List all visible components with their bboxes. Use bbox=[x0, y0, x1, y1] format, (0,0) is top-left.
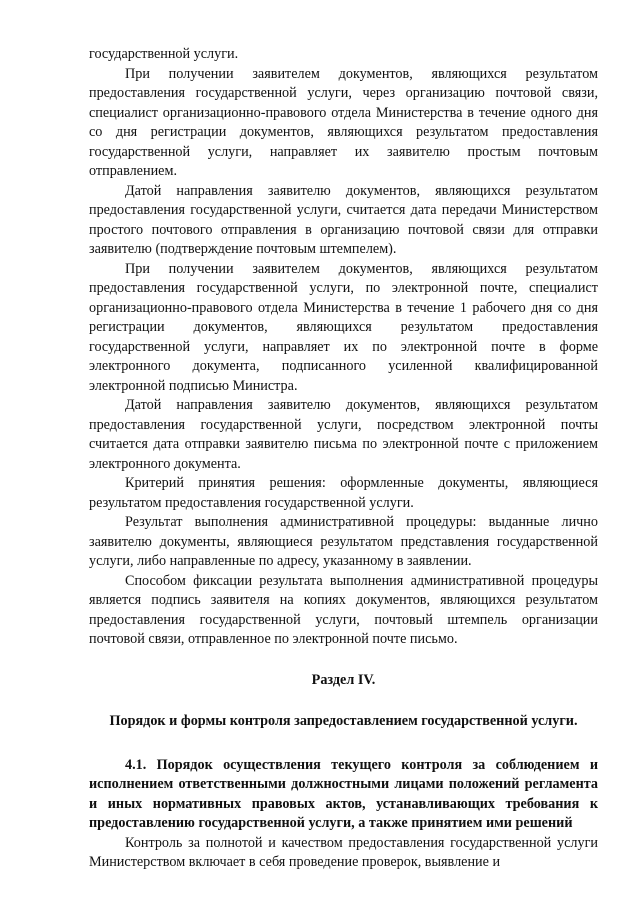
paragraph-continuation: государственной услуги. bbox=[89, 46, 239, 62]
subsection-heading: 4.1. Порядок осуществления текущего контроля за соблюдением и исполнением ответственными должностными лицами положений регламента и иных нормативных правовых актов, устанавливающих требования к предоставлению государственной услуги, а также принятием ими решений bbox=[89, 756, 598, 831]
section-heading: Раздел IV. bbox=[311, 671, 376, 688]
paragraph-control: Контроль за полнотой и качеством предоставления государственной услуги Министерством включает в себя проведение проверок, выявление и bbox=[89, 834, 598, 870]
paragraph-postal-date: Датой направления заявителю документов, являющихся результатом предоставления государственной услуги, считается дата передачи Министерством простого почтового отправления в организацию почтовой связи для отправки заявителю (подтверждение почтовым штемпелем). bbox=[89, 182, 598, 257]
paragraph-email-date: Датой направления заявителю документов, являющихся результатом предоставления государственной услуги, посредством электронной почты считается дата отправки заявителю письма по электронной почте с приложением электронного документа. bbox=[89, 397, 598, 472]
paragraph-postal-delivery: При получении заявителем документов, являющихся результатом предоставления государственной услуги, через организацию почтовой связи, специалист организационно-правового отдела Министерства в течение одного дня со дня регистрации документов, являющихся результатом предоставления государственной услуги, направляет их заявителю простым почтовым отправлением. bbox=[89, 65, 598, 179]
document-body bbox=[89, 45, 598, 873]
paragraph-decision-criterion: Критерий принятия решения: оформленные документы, являющиеся результатом предоставления государственной услуги. bbox=[89, 475, 598, 511]
paragraph-fixation-method: Способом фиксации результата выполнения административной процедуры является подпись заявителя на копиях документов, являющихся результатом предоставления государственной услуги, почтовый штемпель организации почтовой связи, отправленное по электронной почте письмо. bbox=[89, 572, 598, 647]
paragraph-email-delivery: При получении заявителем документов, являющихся результатом предоставления государственной услуги, по электронной почте, специалист организационно-правового отдела Министерства в течение 1 рабочего дня со дня регистрации документов, являющихся результатом предоставления государственной услуги, направляет их по электронной почте в форме электронного документа, подписанного усиленной квалифицированной электронной подписью Министра. bbox=[89, 260, 598, 394]
section-title: Порядок и формы контроля запредоставлением государственной услуги. bbox=[109, 713, 578, 729]
paragraph-procedure-result: Результат выполнения административной процедуры: выданные лично заявителю документы, являющиеся результатом представления государственной услуги, либо направленные по адресу, указанному в заявлении. bbox=[89, 514, 598, 569]
